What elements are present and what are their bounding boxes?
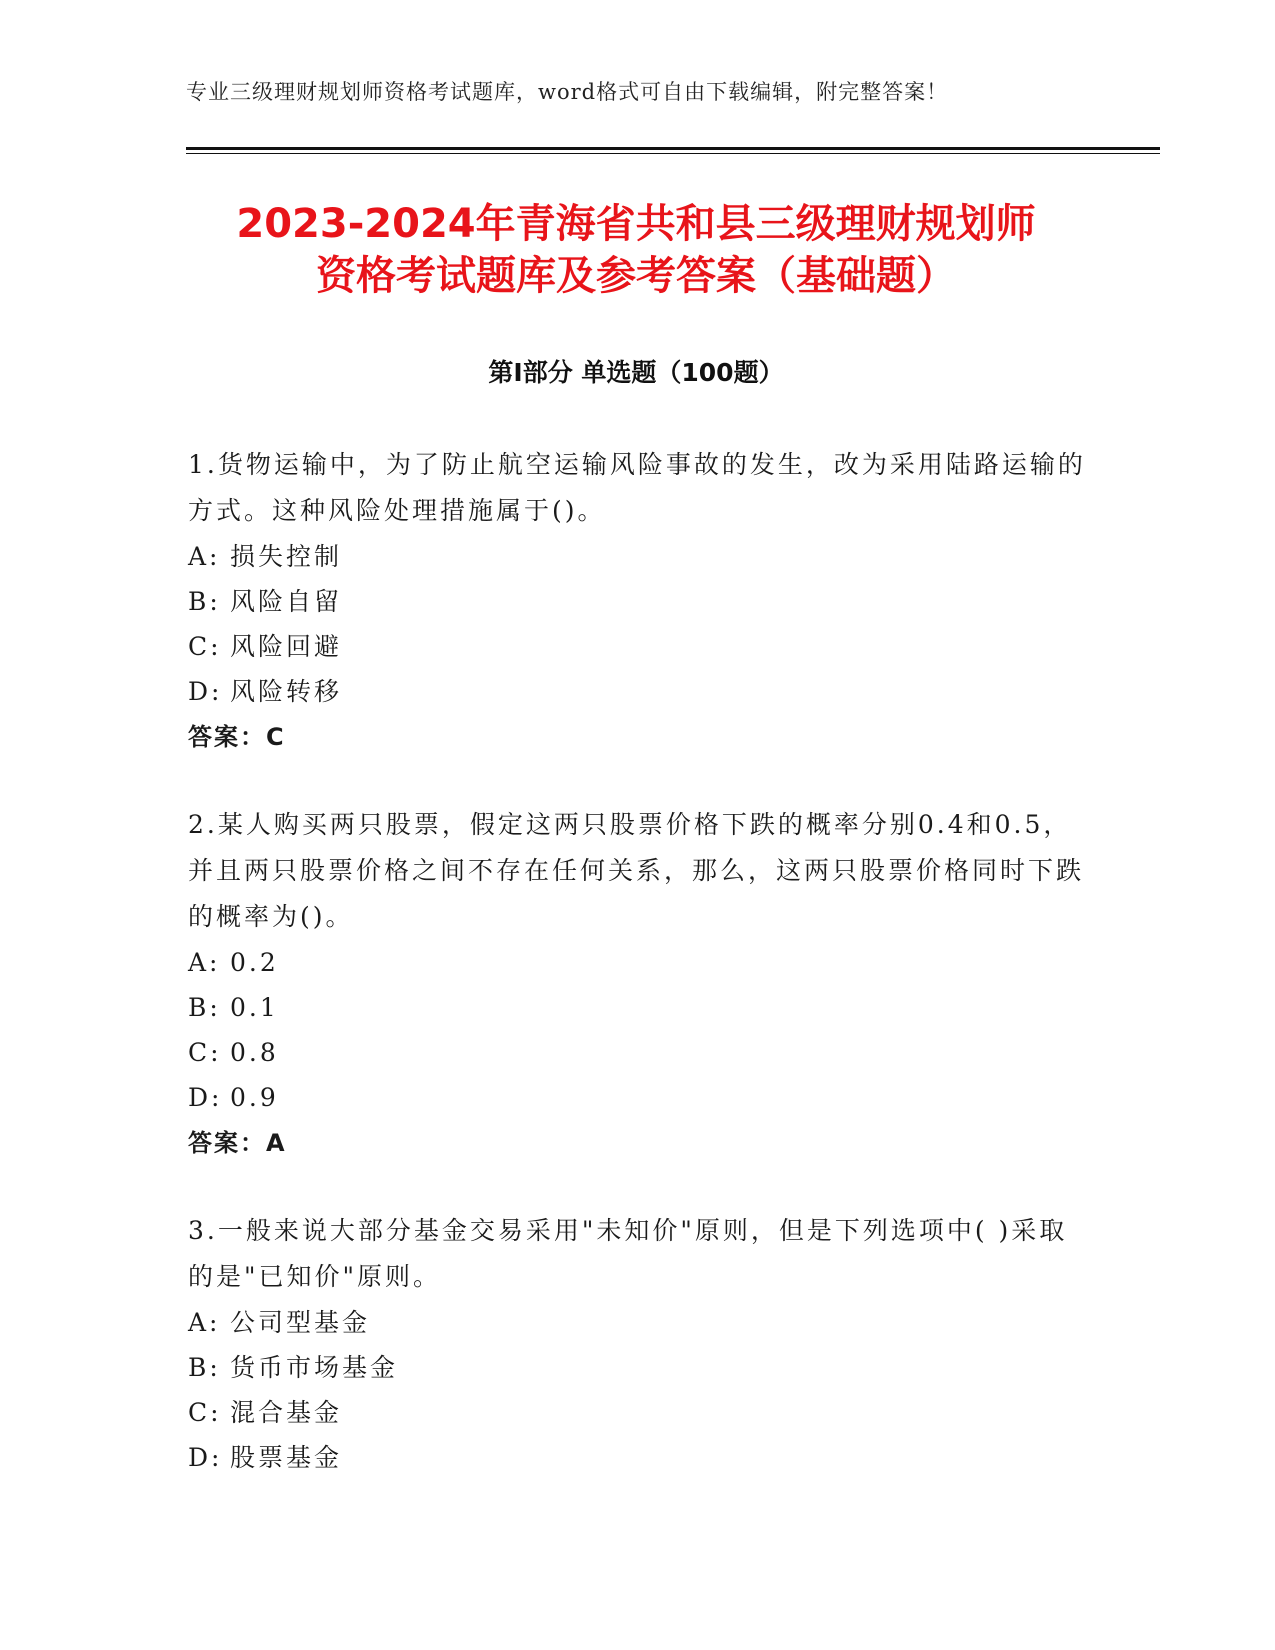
option-c — [188, 1030, 1088, 1075]
header-note: 专业三级理财规划师资格考试题库，word格式可自由下载编辑，附完整答案！ — [186, 80, 949, 104]
option-text: 公司型基金 — [230, 1308, 371, 1337]
option-text: 风险自留 — [230, 587, 343, 616]
header-rule-thick — [186, 147, 1160, 150]
option-d — [188, 1075, 1088, 1120]
option-key: D: — [188, 1083, 223, 1112]
option-key: C: — [188, 632, 222, 661]
option-text: 0.2 — [230, 948, 279, 977]
option-text: 损失控制 — [230, 542, 343, 571]
document-title — [186, 198, 1086, 302]
option-a — [188, 534, 1088, 579]
option-key: D: — [188, 1443, 223, 1472]
option-key: D: — [188, 677, 223, 706]
option-key: A: — [188, 542, 221, 571]
option-text: 货币市场基金 — [230, 1353, 399, 1382]
option-text: 0.1 — [230, 993, 279, 1022]
option-d — [188, 669, 1088, 714]
question-1 — [188, 442, 1088, 760]
option-text: 风险回避 — [230, 632, 343, 661]
option-key: B: — [188, 1353, 221, 1382]
question-stem: 3.一般来说大部分基金交易采用"未知价"原则，但是下列选项中( )采取的是"已知价"原则。 — [188, 1216, 1068, 1291]
option-key: A: — [188, 1308, 221, 1337]
answer: 答案：A — [188, 1129, 287, 1157]
question-2 — [188, 802, 1088, 1166]
option-a — [188, 940, 1088, 985]
option-d — [188, 1435, 1088, 1480]
question-stem: 1.货物运输中，为了防止航空运输风险事故的发生，改为采用陆路运输的方式。这种风险处理措施属于()。 — [188, 450, 1086, 525]
question-list — [188, 442, 1088, 1522]
question-stem: 2.某人购买两只股票，假定这两只股票价格下跌的概率分别0.4和0.5，并且两只股票价格之间不存在任何关系，那么，这两只股票价格同时下跌的概率为()。 — [188, 810, 1085, 931]
option-text: 混合基金 — [230, 1398, 343, 1427]
option-text: 0.8 — [230, 1038, 279, 1067]
option-c — [188, 624, 1088, 669]
option-b — [188, 579, 1088, 624]
title-line-1: 2023-2024年青海省共和县三级理财规划师 — [236, 201, 1036, 247]
option-b — [188, 1345, 1088, 1390]
option-text: 股票基金 — [230, 1443, 343, 1472]
option-c — [188, 1390, 1088, 1435]
answer: 答案：C — [188, 723, 286, 751]
option-text: 0.9 — [230, 1083, 279, 1112]
option-b — [188, 985, 1088, 1030]
option-key: B: — [188, 587, 221, 616]
section-title: 第Ⅰ部分 单选题（100题） — [488, 358, 784, 387]
option-a — [188, 1300, 1088, 1345]
title-line-2: 资格考试题库及参考答案（基础题） — [316, 253, 956, 299]
option-key: C: — [188, 1398, 222, 1427]
option-key: C: — [188, 1038, 222, 1067]
option-text: 风险转移 — [230, 677, 343, 706]
option-key: A: — [188, 948, 221, 977]
option-key: B: — [188, 993, 221, 1022]
question-3 — [188, 1208, 1088, 1480]
header-rule-thin — [186, 153, 1160, 154]
